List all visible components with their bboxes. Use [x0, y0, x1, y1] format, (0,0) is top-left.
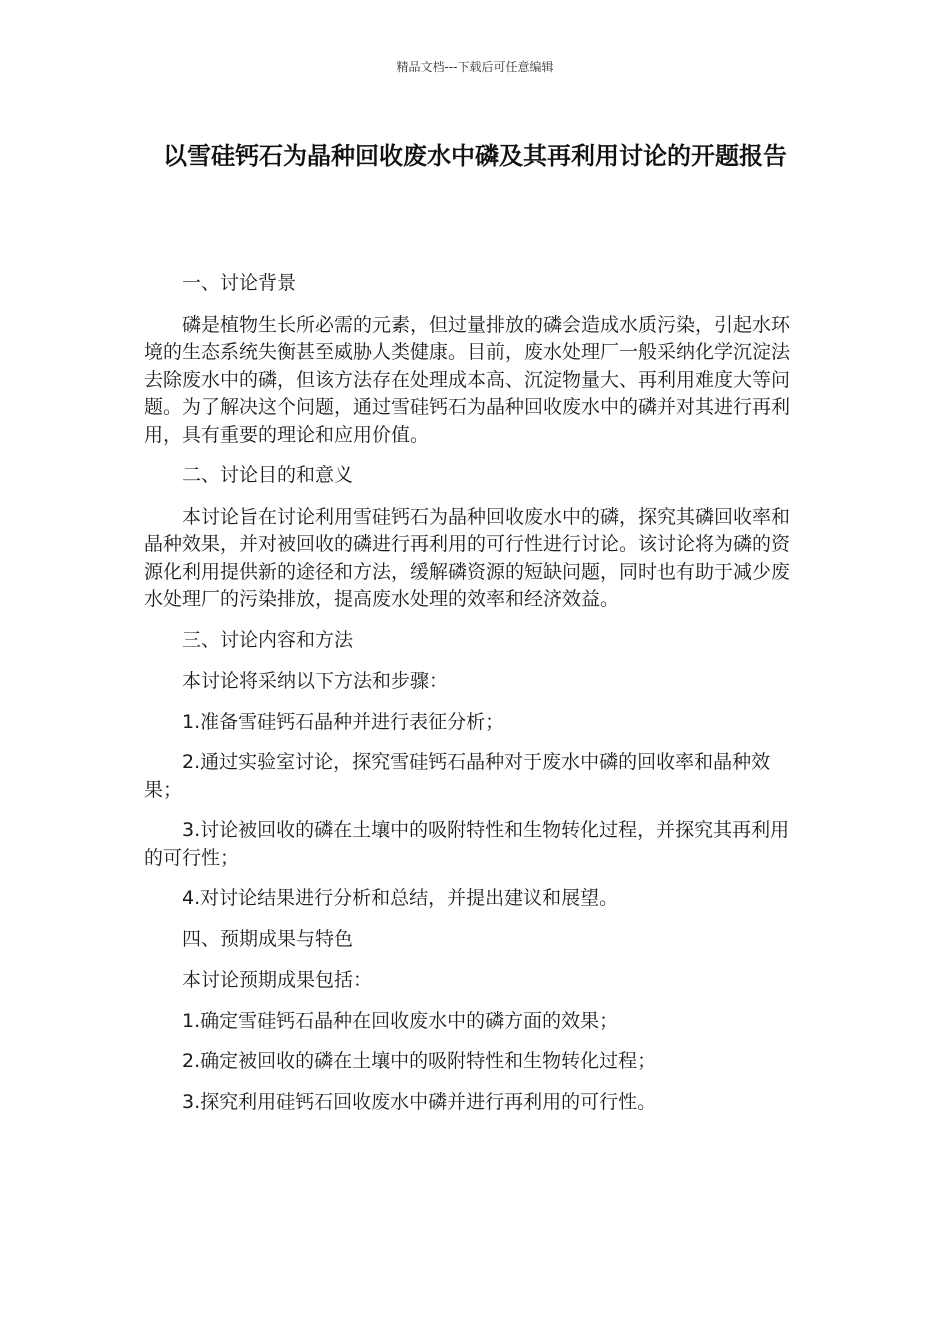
section-heading: 三、讨论内容和方法	[182, 628, 354, 651]
section-heading: 二、讨论目的和意义	[182, 464, 354, 486]
page-header: 精品文档---下载后可任意编辑	[396, 60, 554, 74]
list-item: 3.探究利用硅钙石回收废水中磷并进行再利用的可行性。	[182, 1090, 657, 1113]
paragraph: 本讨论将采纳以下方法和步骤：	[182, 670, 449, 692]
document-title: 以雪硅钙石为晶种回收废水中磷及其再利用讨论的开题报告	[163, 142, 787, 170]
section-heading: 四、预期成果与特色	[182, 927, 354, 950]
list-item: 1.准备雪硅钙石晶种并进行表征分析；	[182, 710, 505, 733]
paragraph: 本讨论旨在讨论利用雪硅钙石为晶种回收废水中的磷，探究其磷回收率和晶种效果，并对被回收的磷进行再利用的可行性进行讨论。该讨论将为磷的资源化利用提供新的途径和方法，缓解磷资源的短缺问题，同时也有助于减少废水处理厂的污染排放，提高废水处理的效率和经济效益。	[144, 505, 791, 610]
paragraph: 磷是植物生长所必需的元素，但过量排放的磷会造成水质污染，引起水环境的生态系统失衡甚至威胁人类健康。目前，废水处理厂一般采纳化学沉淀法去除废水中的磷，但该方法存在处理成本高、沉淀物量大、再利用难度大等问题。为了解决这个问题，通过雪硅钙石为晶种回收废水中的磷并对其进行再利用，具有重要的理论和应用价值。	[144, 313, 791, 446]
list-item: 3.讨论被回收的磷在土壤中的吸附特性和生物转化过程，并探究其再利用的可行性；	[144, 819, 790, 869]
paragraph: 本讨论预期成果包括：	[182, 969, 373, 991]
list-item: 4.对讨论结果进行分析和总结，并提出建议和展望。	[182, 887, 619, 909]
list-item: 1.确定雪硅钙石晶种在回收废水中的磷方面的效果；	[182, 1009, 619, 1032]
section-heading: 一、讨论背景	[182, 272, 297, 294]
list-item: 2.通过实验室讨论，探究雪硅钙石晶种对于废水中磷的回收率和晶种效果；	[144, 751, 771, 801]
document-body	[144, 270, 794, 1129]
list-item: 2.确定被回收的磷在土壤中的吸附特性和生物转化过程；	[182, 1050, 657, 1072]
